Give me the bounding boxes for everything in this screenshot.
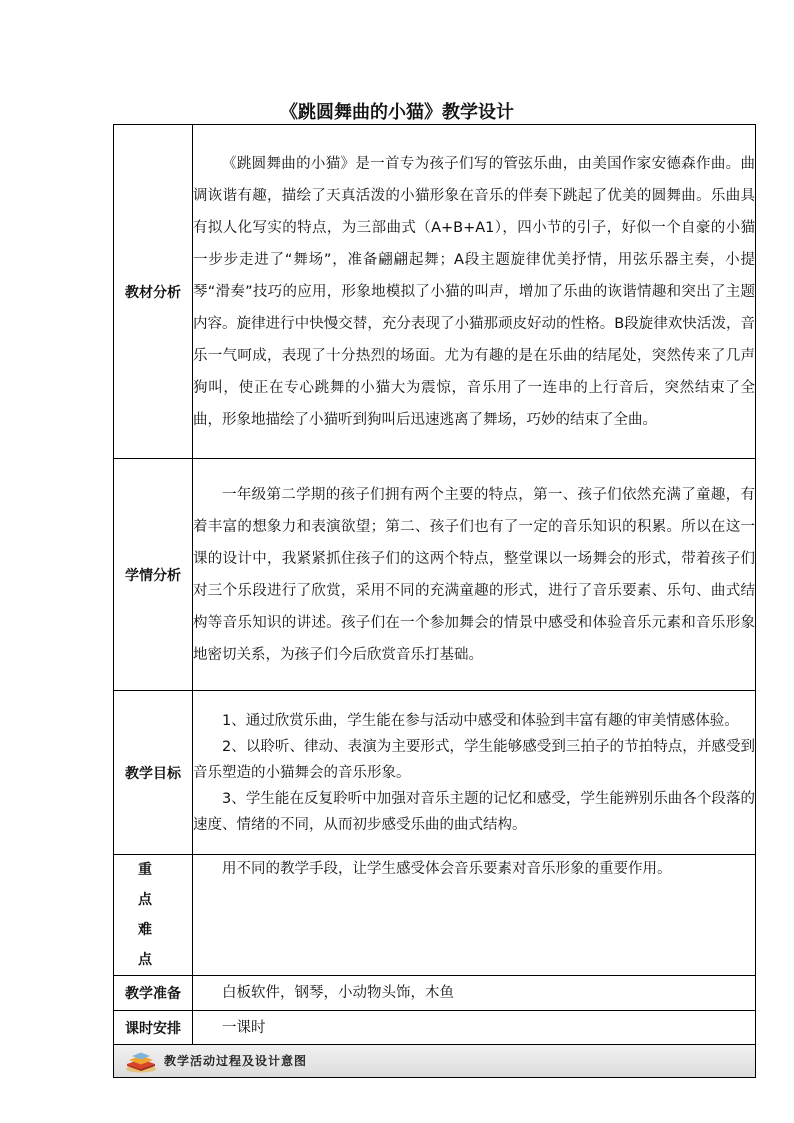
goal-item-2: 2、以聆听、律动、表演为主要形式，学生能够感受到三拍子的节拍特点，并感受到音乐塑造的小猫舞会的音乐形象。	[193, 738, 755, 781]
content-material	[193, 125, 756, 459]
content-students	[193, 459, 756, 691]
books-icon	[124, 1049, 158, 1073]
goal-item-1: 1、通过欣赏乐曲，学生能在参与活动中感受和体验到丰富有趣的审美情感体验。	[222, 712, 739, 729]
page-title: 《跳圆舞曲的小猫》教学设计	[280, 102, 514, 123]
activity-banner	[114, 1045, 755, 1077]
activity-header	[114, 1045, 756, 1078]
row-key	[114, 855, 756, 976]
label-key-line1: 重点	[138, 862, 178, 908]
key-text: 用不同的教学手段，让学生感受体会音乐要素对音乐形象的重要作用。	[222, 861, 672, 877]
label-goals: 教学目标	[114, 691, 193, 855]
content-key	[193, 855, 756, 976]
row-activity	[114, 1045, 756, 1078]
prep-text: 白板软件，钢琴，小动物头饰，木鱼	[222, 985, 454, 1001]
label-material: 教材分析	[114, 125, 193, 459]
label-schedule: 课时安排	[114, 1011, 193, 1045]
label-key-line2: 难点	[138, 922, 178, 968]
content-goals	[193, 691, 756, 855]
row-students	[114, 459, 756, 691]
row-schedule	[114, 1011, 756, 1045]
activity-title: 教学活动过程及设计意图	[164, 1054, 308, 1068]
students-text: 一年级第二学期的孩子们拥有两个主要的特点，第一、孩子们依然充满了童趣，有着丰富的想象力和表演欲望；第二、孩子们也有了一定的音乐知识的积累。所以在这一课的设计中，我紧紧抓住孩子们的这两个特点，整堂课以一场舞会的形式，带着孩子们对三个乐段进行了欣赏，采用不同的充满童趣的形式，进行了音乐要素、乐句、曲式结构等音乐知识的讲述。孩子们在一个参加舞会的情景中感受和体验音乐元素和音乐形象地密切关系，为孩子们今后欣赏音乐打基础。	[193, 486, 755, 663]
content-schedule	[193, 1011, 756, 1045]
material-text: 《跳圆舞曲的小猫》是一首专为孩子们写的管弦乐曲，由美国作家安德森作曲。曲调诙谐有趣，描绘了天真活泼的小猫形象在音乐的伴奏下跳起了优美的圆舞曲。乐曲具有拟人化写实的特点，为三部曲式（A+B+A1），四小节的引子，好似一个自豪的小猫一步步走进了“舞场”，准备翩翩起舞；A段主题旋律优美抒情，用弦乐器主奏，小提琴“滑奏”技巧的应用，形象地模拟了小猫的叫声，增加了乐曲的诙谐情趣和突出了主题内容。旋律进行中快慢交替，充分表现了小猫那顽皮好动的性格。B段旋律欢快活泼，音乐一气呵成，表现了十分热烈的场面。尤为有趣的是在乐曲的结尾处，突然传来了几声狗叫，使正在专心跳舞的小猫大为震惊，音乐用了一连串的上行音后，突然结束了全曲，形象地描绘了小猫听到狗叫后迅速逃离了舞场，巧妙的结束了全曲。	[193, 155, 755, 428]
label-key	[114, 855, 193, 976]
row-prep	[114, 976, 756, 1011]
label-prep: 教学准备	[114, 976, 193, 1011]
content-prep	[193, 976, 756, 1011]
label-students: 学情分析	[114, 459, 193, 691]
row-goals	[114, 691, 756, 855]
row-material	[114, 125, 756, 459]
goal-item-3: 3、学生能在反复聆听中加强对音乐主题的记忆和感受，学生能辨别乐曲各个段落的速度、情绪的不同，从而初步感受乐曲的曲式结构。	[193, 790, 755, 833]
lesson-plan-table	[113, 124, 756, 1078]
schedule-text: 一课时	[222, 1019, 266, 1036]
